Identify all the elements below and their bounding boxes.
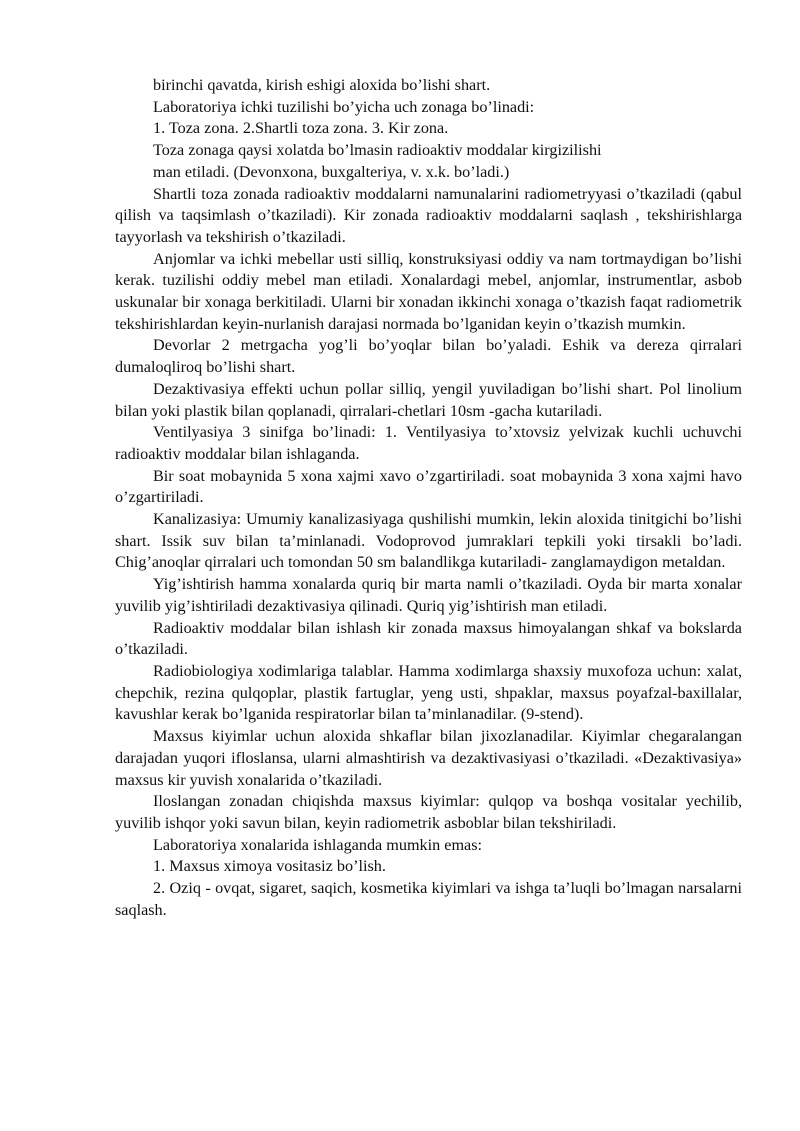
text-line: 1. Toza zona. 2.Shartli toza zona. 3. Kir zona. xyxy=(153,119,449,138)
paragraph: Yig’ishtirish hamma xonalarda quriq bir marta namli o’tkaziladi. Oyda bir marta xonalar yuvilib yig’ishtiriladi dezaktivasiya qilinadi. Quriq yig’ishtirish man etiladi. xyxy=(115,575,742,615)
text-line: Toza zonaga qaysi xolatda bo’lmasin radioaktiv moddalar kirgizilishi xyxy=(153,141,602,160)
paragraph: Bir soat mobaynida 5 xona xajmi xavo o’zgartiriladi. soat mobaynida 3 xona xajmi havo o’zgartiriladi. xyxy=(115,466,742,507)
paragraph: Radioaktiv moddalar bilan ishlash kir zonada maxsus himoyalangan shkaf va bokslarda o’tkaziladi. xyxy=(115,618,742,659)
text-line: birinchi qavatda, kirish eshigi aloxida bo’lishi shart. xyxy=(153,76,491,94)
paragraph: Iloslangan zonadan chiqishda maxsus kiyimlar: qulqop va boshqa vositalar yechilib, yuvilib ishqor yoki savun bilan, keyin radiometrik asboblar bilan tekshiriladi. xyxy=(115,792,742,832)
paragraph: Radiobiologiya xodimlariga talablar. Hamma xodimlarga shaxsiy muxofoza uchun: xalat, chepchik, rezina qulqoplar, plastik fartuglar, yeng usti, shpaklar, maxsus poyafzal-baxillalar, kavushlar kerak bo’lganida respiratorlar bilan ta’minlanadilar. (9-stend). xyxy=(115,661,742,724)
paragraph: Shartli toza zonada radioaktiv moddalarni namunalarini radiometryyasi o’tkaziladi (qabul qilish va taqsimlash o’tkaziladi). Kir zonada radioaktiv moddalarni saqlash , tekshirishlarga tayyorlash va tekshirish o’tkaziladi. xyxy=(115,184,742,246)
paragraph: Dezaktivasiya effekti uchun pollar silliq, yengil yuviladigan bo’lishi shart. Pol linolium bilan yoki plastik bilan qoplanadi, qirralari-chetlari 10sm -gacha kutariladi. xyxy=(115,379,742,420)
document-page xyxy=(115,75,742,921)
text-line: man etiladi. (Devonxona, buxgalteriya, v. x.k. bo’ladi.) xyxy=(153,162,510,181)
paragraph: Ventilyasiya 3 sinifga bo’linadi: 1. Ventilyasiya to’xtovsiz yelvizak kuchli uchuvchi radioaktiv moddalar bilan ishlaganda. xyxy=(115,423,742,463)
list-item: 2. Oziq - ovqat, sigaret, saqich, kosmetika kiyimlari va ishga ta’luqli bo’lmagan narsalarni saqlash. xyxy=(115,879,742,919)
list-item: 1. Maxsus ximoya vositasiz bo’lish. xyxy=(153,857,386,876)
paragraph: Laboratoriya xonalarida ishlaganda mumkin emas: xyxy=(153,835,483,854)
paragraph: Kanalizasiya: Umumiy kanalizasiyaga qushilishi mumkin, lekin aloxida tinitgichi bo’lishi shart. Issik suv bilan ta’minlanadi. Vodoprovod jumraklari tepkili yoki tirsakli bo’ladi. Chig’anoqlar qirralari uch tomondan 50 sm balandlikga kutariladi- zanglamaydigon metaldan. xyxy=(115,510,742,572)
paragraph: Anjomlar va ichki mebellar usti silliq, konstruksiyasi oddiy va nam tortmaydigan bo’lishi kerak. tuzilishi oddiy mebel man etiladi. Xonalardagi mebel, anjomlar, instrumentlar, asbob uskunalar bir xonaga berkitiladi. Ularni bir xonadan ikkinchi xonaga o’tkazish faqat radiometrik tekshirishlardan keyin-nurlanish darajasi normada bo’lganidan keyin o’tkazish mumkin. xyxy=(115,249,742,333)
paragraph: Maxsus kiyimlar uchun aloxida shkaflar bilan jixozlanadilar. Kiyimlar chegaralangan darajadan yuqori ifloslansa, ularni almashtirish va dezaktivasiyasi o’tkaziladi. «Dezaktivasiya» maxsus kir yuvish xonalarida o’tkaziladi. xyxy=(115,727,742,789)
paragraph: Devorlar 2 metrgacha yog’li bo’yoqlar bilan bo’yaladi. Eshik va dereza qirralari dumaloqliroq bo’lishi shart. xyxy=(115,336,742,377)
text-line: Laboratoriya ichki tuzilishi bo’yicha uch zonaga bo’linadi: xyxy=(153,97,535,116)
